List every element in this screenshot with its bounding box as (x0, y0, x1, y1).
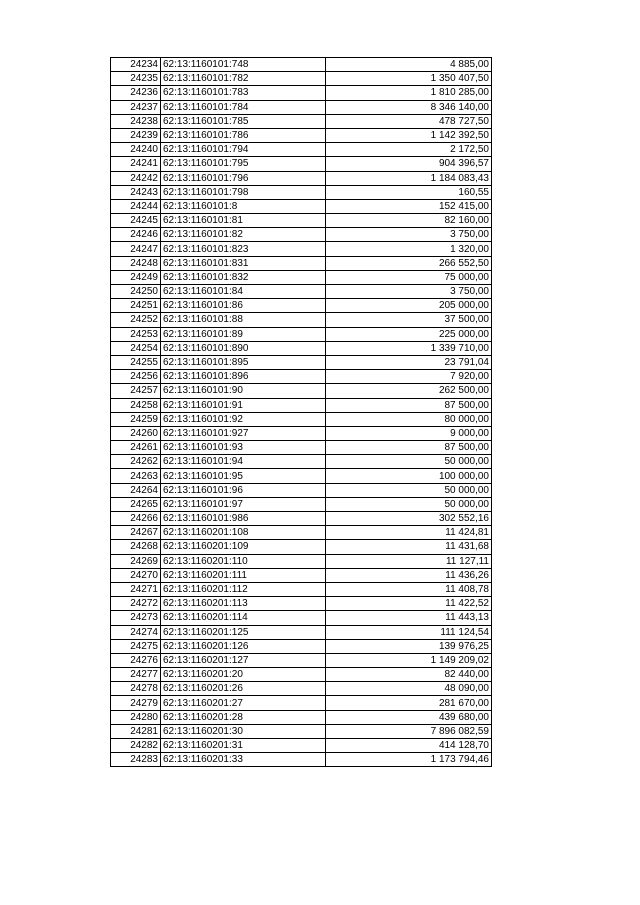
value-cell: 1 149 209,02 (326, 653, 492, 667)
value-cell: 904 396,57 (326, 157, 492, 171)
table-row (111, 582, 492, 596)
row-number-cell: 24279 (111, 696, 161, 710)
value-cell: 7 920,00 (326, 370, 492, 384)
row-number-cell: 24257 (111, 384, 161, 398)
value-cell: 478 727,50 (326, 114, 492, 128)
row-number-cell: 24276 (111, 653, 161, 667)
cadastral-number-cell: 62:13:1160101:90 (161, 384, 326, 398)
cadastral-number-cell: 62:13:1160201:108 (161, 526, 326, 540)
row-number-cell: 24265 (111, 497, 161, 511)
cadastral-number-cell: 62:13:1160201:126 (161, 639, 326, 653)
cadastral-number-cell: 62:13:1160101:796 (161, 171, 326, 185)
value-cell: 1 339 710,00 (326, 341, 492, 355)
table-row (111, 469, 492, 483)
value-cell: 11 424,81 (326, 526, 492, 540)
table-row (111, 313, 492, 327)
row-number-cell: 24244 (111, 199, 161, 213)
row-number-cell: 24251 (111, 299, 161, 313)
cadastral-number-cell: 62:13:1160101:88 (161, 313, 326, 327)
value-cell: 50 000,00 (326, 455, 492, 469)
value-cell: 205 000,00 (326, 299, 492, 313)
row-number-cell: 24235 (111, 72, 161, 86)
value-cell: 1 810 285,00 (326, 86, 492, 100)
table-row (111, 724, 492, 738)
value-cell: 11 127,11 (326, 554, 492, 568)
cadastral-number-cell: 62:13:1160201:125 (161, 625, 326, 639)
table-row (111, 58, 492, 72)
cadastral-number-cell: 62:13:1160101:895 (161, 355, 326, 369)
table-row (111, 242, 492, 256)
row-number-cell: 24250 (111, 285, 161, 299)
table-row (111, 228, 492, 242)
value-cell: 23 791,04 (326, 355, 492, 369)
value-cell: 2 172,50 (326, 143, 492, 157)
cadastral-number-cell: 62:13:1160101:92 (161, 412, 326, 426)
value-cell: 1 320,00 (326, 242, 492, 256)
row-number-cell: 24271 (111, 582, 161, 596)
row-number-cell: 24253 (111, 327, 161, 341)
table-row (111, 384, 492, 398)
cadastral-number-cell: 62:13:1160201:27 (161, 696, 326, 710)
value-cell: 1 142 392,50 (326, 128, 492, 142)
row-number-cell: 24254 (111, 341, 161, 355)
table-row (111, 483, 492, 497)
row-number-cell: 24275 (111, 639, 161, 653)
row-number-cell: 24261 (111, 441, 161, 455)
value-cell: 262 500,00 (326, 384, 492, 398)
row-number-cell: 24252 (111, 313, 161, 327)
value-cell: 281 670,00 (326, 696, 492, 710)
cadastral-number-cell: 62:13:1160101:986 (161, 512, 326, 526)
cadastral-number-cell: 62:13:1160201:114 (161, 611, 326, 625)
table-row (111, 72, 492, 86)
cadastral-number-cell: 62:13:1160201:28 (161, 710, 326, 724)
table-row (111, 355, 492, 369)
cadastral-number-cell: 62:13:1160101:927 (161, 426, 326, 440)
cadastral-number-cell: 62:13:1160101:91 (161, 398, 326, 412)
value-cell: 100 000,00 (326, 469, 492, 483)
cadastral-number-cell: 62:13:1160101:81 (161, 214, 326, 228)
row-number-cell: 24259 (111, 412, 161, 426)
cadastral-number-cell: 62:13:1160101:95 (161, 469, 326, 483)
cadastral-number-cell: 62:13:1160101:748 (161, 58, 326, 72)
table-row (111, 653, 492, 667)
cadastral-number-cell: 62:13:1160101:8 (161, 199, 326, 213)
cadastral-number-cell: 62:13:1160101:890 (161, 341, 326, 355)
cadastral-number-cell: 62:13:1160101:798 (161, 185, 326, 199)
table-row (111, 554, 492, 568)
table-row (111, 710, 492, 724)
cadastral-number-cell: 62:13:1160201:30 (161, 724, 326, 738)
row-number-cell: 24280 (111, 710, 161, 724)
row-number-cell: 24272 (111, 597, 161, 611)
value-cell: 4 885,00 (326, 58, 492, 72)
row-number-cell: 24246 (111, 228, 161, 242)
table-row (111, 512, 492, 526)
row-number-cell: 24262 (111, 455, 161, 469)
table-row (111, 100, 492, 114)
table-row (111, 327, 492, 341)
cadastral-number-cell: 62:13:1160101:82 (161, 228, 326, 242)
value-cell: 82 160,00 (326, 214, 492, 228)
row-number-cell: 24256 (111, 370, 161, 384)
table-row (111, 185, 492, 199)
value-cell: 3 750,00 (326, 228, 492, 242)
value-cell: 11 431,68 (326, 540, 492, 554)
table-row (111, 143, 492, 157)
value-cell: 11 422,52 (326, 597, 492, 611)
value-cell: 37 500,00 (326, 313, 492, 327)
table-row (111, 441, 492, 455)
row-number-cell: 24268 (111, 540, 161, 554)
value-cell: 11 408,78 (326, 582, 492, 596)
table-row (111, 171, 492, 185)
cadastral-number-cell: 62:13:1160201:20 (161, 668, 326, 682)
table-row (111, 668, 492, 682)
value-cell: 50 000,00 (326, 497, 492, 511)
value-cell: 111 124,54 (326, 625, 492, 639)
cadastral-number-cell: 62:13:1160201:110 (161, 554, 326, 568)
table-row (111, 256, 492, 270)
table-row (111, 370, 492, 384)
row-number-cell: 24249 (111, 270, 161, 284)
table-row (111, 696, 492, 710)
table-row (111, 426, 492, 440)
row-number-cell: 24240 (111, 143, 161, 157)
row-number-cell: 24242 (111, 171, 161, 185)
cadastral-number-cell: 62:13:1160201:127 (161, 653, 326, 667)
value-cell: 1 350 407,50 (326, 72, 492, 86)
row-number-cell: 24274 (111, 625, 161, 639)
value-cell: 1 173 794,46 (326, 753, 492, 767)
value-cell: 11 443,13 (326, 611, 492, 625)
value-cell: 266 552,50 (326, 256, 492, 270)
table-row (111, 157, 492, 171)
table-row (111, 739, 492, 753)
table-row (111, 540, 492, 554)
value-cell: 48 090,00 (326, 682, 492, 696)
cadastral-number-cell: 62:13:1160101:97 (161, 497, 326, 511)
cadastral-number-cell: 62:13:1160101:823 (161, 242, 326, 256)
cadastral-number-cell: 62:13:1160101:93 (161, 441, 326, 455)
value-cell: 9 000,00 (326, 426, 492, 440)
table-row (111, 682, 492, 696)
table-row (111, 639, 492, 653)
table-row (111, 625, 492, 639)
row-number-cell: 24270 (111, 568, 161, 582)
cadastral-number-cell: 62:13:1160201:33 (161, 753, 326, 767)
row-number-cell: 24282 (111, 739, 161, 753)
cadastral-number-cell: 62:13:1160101:783 (161, 86, 326, 100)
value-cell: 1 184 083,43 (326, 171, 492, 185)
row-number-cell: 24260 (111, 426, 161, 440)
row-number-cell: 24264 (111, 483, 161, 497)
table-row (111, 285, 492, 299)
row-number-cell: 24281 (111, 724, 161, 738)
cadastral-number-cell: 62:13:1160101:795 (161, 157, 326, 171)
row-number-cell: 24237 (111, 100, 161, 114)
cadastral-number-cell: 62:13:1160101:782 (161, 72, 326, 86)
table-row (111, 568, 492, 582)
value-cell: 439 680,00 (326, 710, 492, 724)
cadastral-number-cell: 62:13:1160201:111 (161, 568, 326, 582)
value-cell: 87 500,00 (326, 398, 492, 412)
row-number-cell: 24247 (111, 242, 161, 256)
row-number-cell: 24278 (111, 682, 161, 696)
row-number-cell: 24239 (111, 128, 161, 142)
cadastral-number-cell: 62:13:1160101:84 (161, 285, 326, 299)
value-cell: 414 128,70 (326, 739, 492, 753)
table-row (111, 412, 492, 426)
value-cell: 152 415,00 (326, 199, 492, 213)
row-number-cell: 24243 (111, 185, 161, 199)
row-number-cell: 24269 (111, 554, 161, 568)
row-number-cell: 24266 (111, 512, 161, 526)
row-number-cell: 24248 (111, 256, 161, 270)
value-cell: 225 000,00 (326, 327, 492, 341)
row-number-cell: 24258 (111, 398, 161, 412)
table-row (111, 299, 492, 313)
value-cell: 82 440,00 (326, 668, 492, 682)
cadastral-number-cell: 62:13:1160101:89 (161, 327, 326, 341)
value-cell: 50 000,00 (326, 483, 492, 497)
value-cell: 160,55 (326, 185, 492, 199)
row-number-cell: 24236 (111, 86, 161, 100)
cadastral-number-cell: 62:13:1160101:94 (161, 455, 326, 469)
cadastral-number-cell: 62:13:1160101:794 (161, 143, 326, 157)
table-row (111, 497, 492, 511)
row-number-cell: 24283 (111, 753, 161, 767)
table-row (111, 398, 492, 412)
cadastral-number-cell: 62:13:1160101:832 (161, 270, 326, 284)
row-number-cell: 24273 (111, 611, 161, 625)
value-cell: 8 346 140,00 (326, 100, 492, 114)
value-cell: 7 896 082,59 (326, 724, 492, 738)
row-number-cell: 24234 (111, 58, 161, 72)
table-row (111, 270, 492, 284)
cadastral-number-cell: 62:13:1160201:26 (161, 682, 326, 696)
cadastral-number-cell: 62:13:1160201:31 (161, 739, 326, 753)
table-row (111, 455, 492, 469)
value-cell: 302 552,16 (326, 512, 492, 526)
cadastral-number-cell: 62:13:1160201:113 (161, 597, 326, 611)
table-row (111, 214, 492, 228)
cadastral-number-cell: 62:13:1160101:831 (161, 256, 326, 270)
row-number-cell: 24241 (111, 157, 161, 171)
cadastral-number-cell: 62:13:1160101:86 (161, 299, 326, 313)
value-cell: 3 750,00 (326, 285, 492, 299)
table-row (111, 611, 492, 625)
row-number-cell: 24267 (111, 526, 161, 540)
row-number-cell: 24238 (111, 114, 161, 128)
cadastral-number-cell: 62:13:1160101:96 (161, 483, 326, 497)
table-row (111, 597, 492, 611)
table-row (111, 753, 492, 767)
table-row (111, 526, 492, 540)
row-number-cell: 24277 (111, 668, 161, 682)
table-row (111, 199, 492, 213)
cadastral-number-cell: 62:13:1160101:896 (161, 370, 326, 384)
cadastral-number-cell: 62:13:1160201:112 (161, 582, 326, 596)
row-number-cell: 24255 (111, 355, 161, 369)
cadastral-number-cell: 62:13:1160101:784 (161, 100, 326, 114)
cadastral-number-cell: 62:13:1160101:785 (161, 114, 326, 128)
table-row (111, 86, 492, 100)
table-row (111, 128, 492, 142)
value-cell: 11 436,26 (326, 568, 492, 582)
cadastral-number-cell: 62:13:1160101:786 (161, 128, 326, 142)
value-cell: 87 500,00 (326, 441, 492, 455)
cadastral-number-cell: 62:13:1160201:109 (161, 540, 326, 554)
value-cell: 75 000,00 (326, 270, 492, 284)
table-row (111, 341, 492, 355)
cadastral-table (110, 57, 492, 767)
table-row (111, 114, 492, 128)
cadastral-table-body (111, 58, 492, 767)
value-cell: 139 976,25 (326, 639, 492, 653)
row-number-cell: 24245 (111, 214, 161, 228)
value-cell: 80 000,00 (326, 412, 492, 426)
row-number-cell: 24263 (111, 469, 161, 483)
